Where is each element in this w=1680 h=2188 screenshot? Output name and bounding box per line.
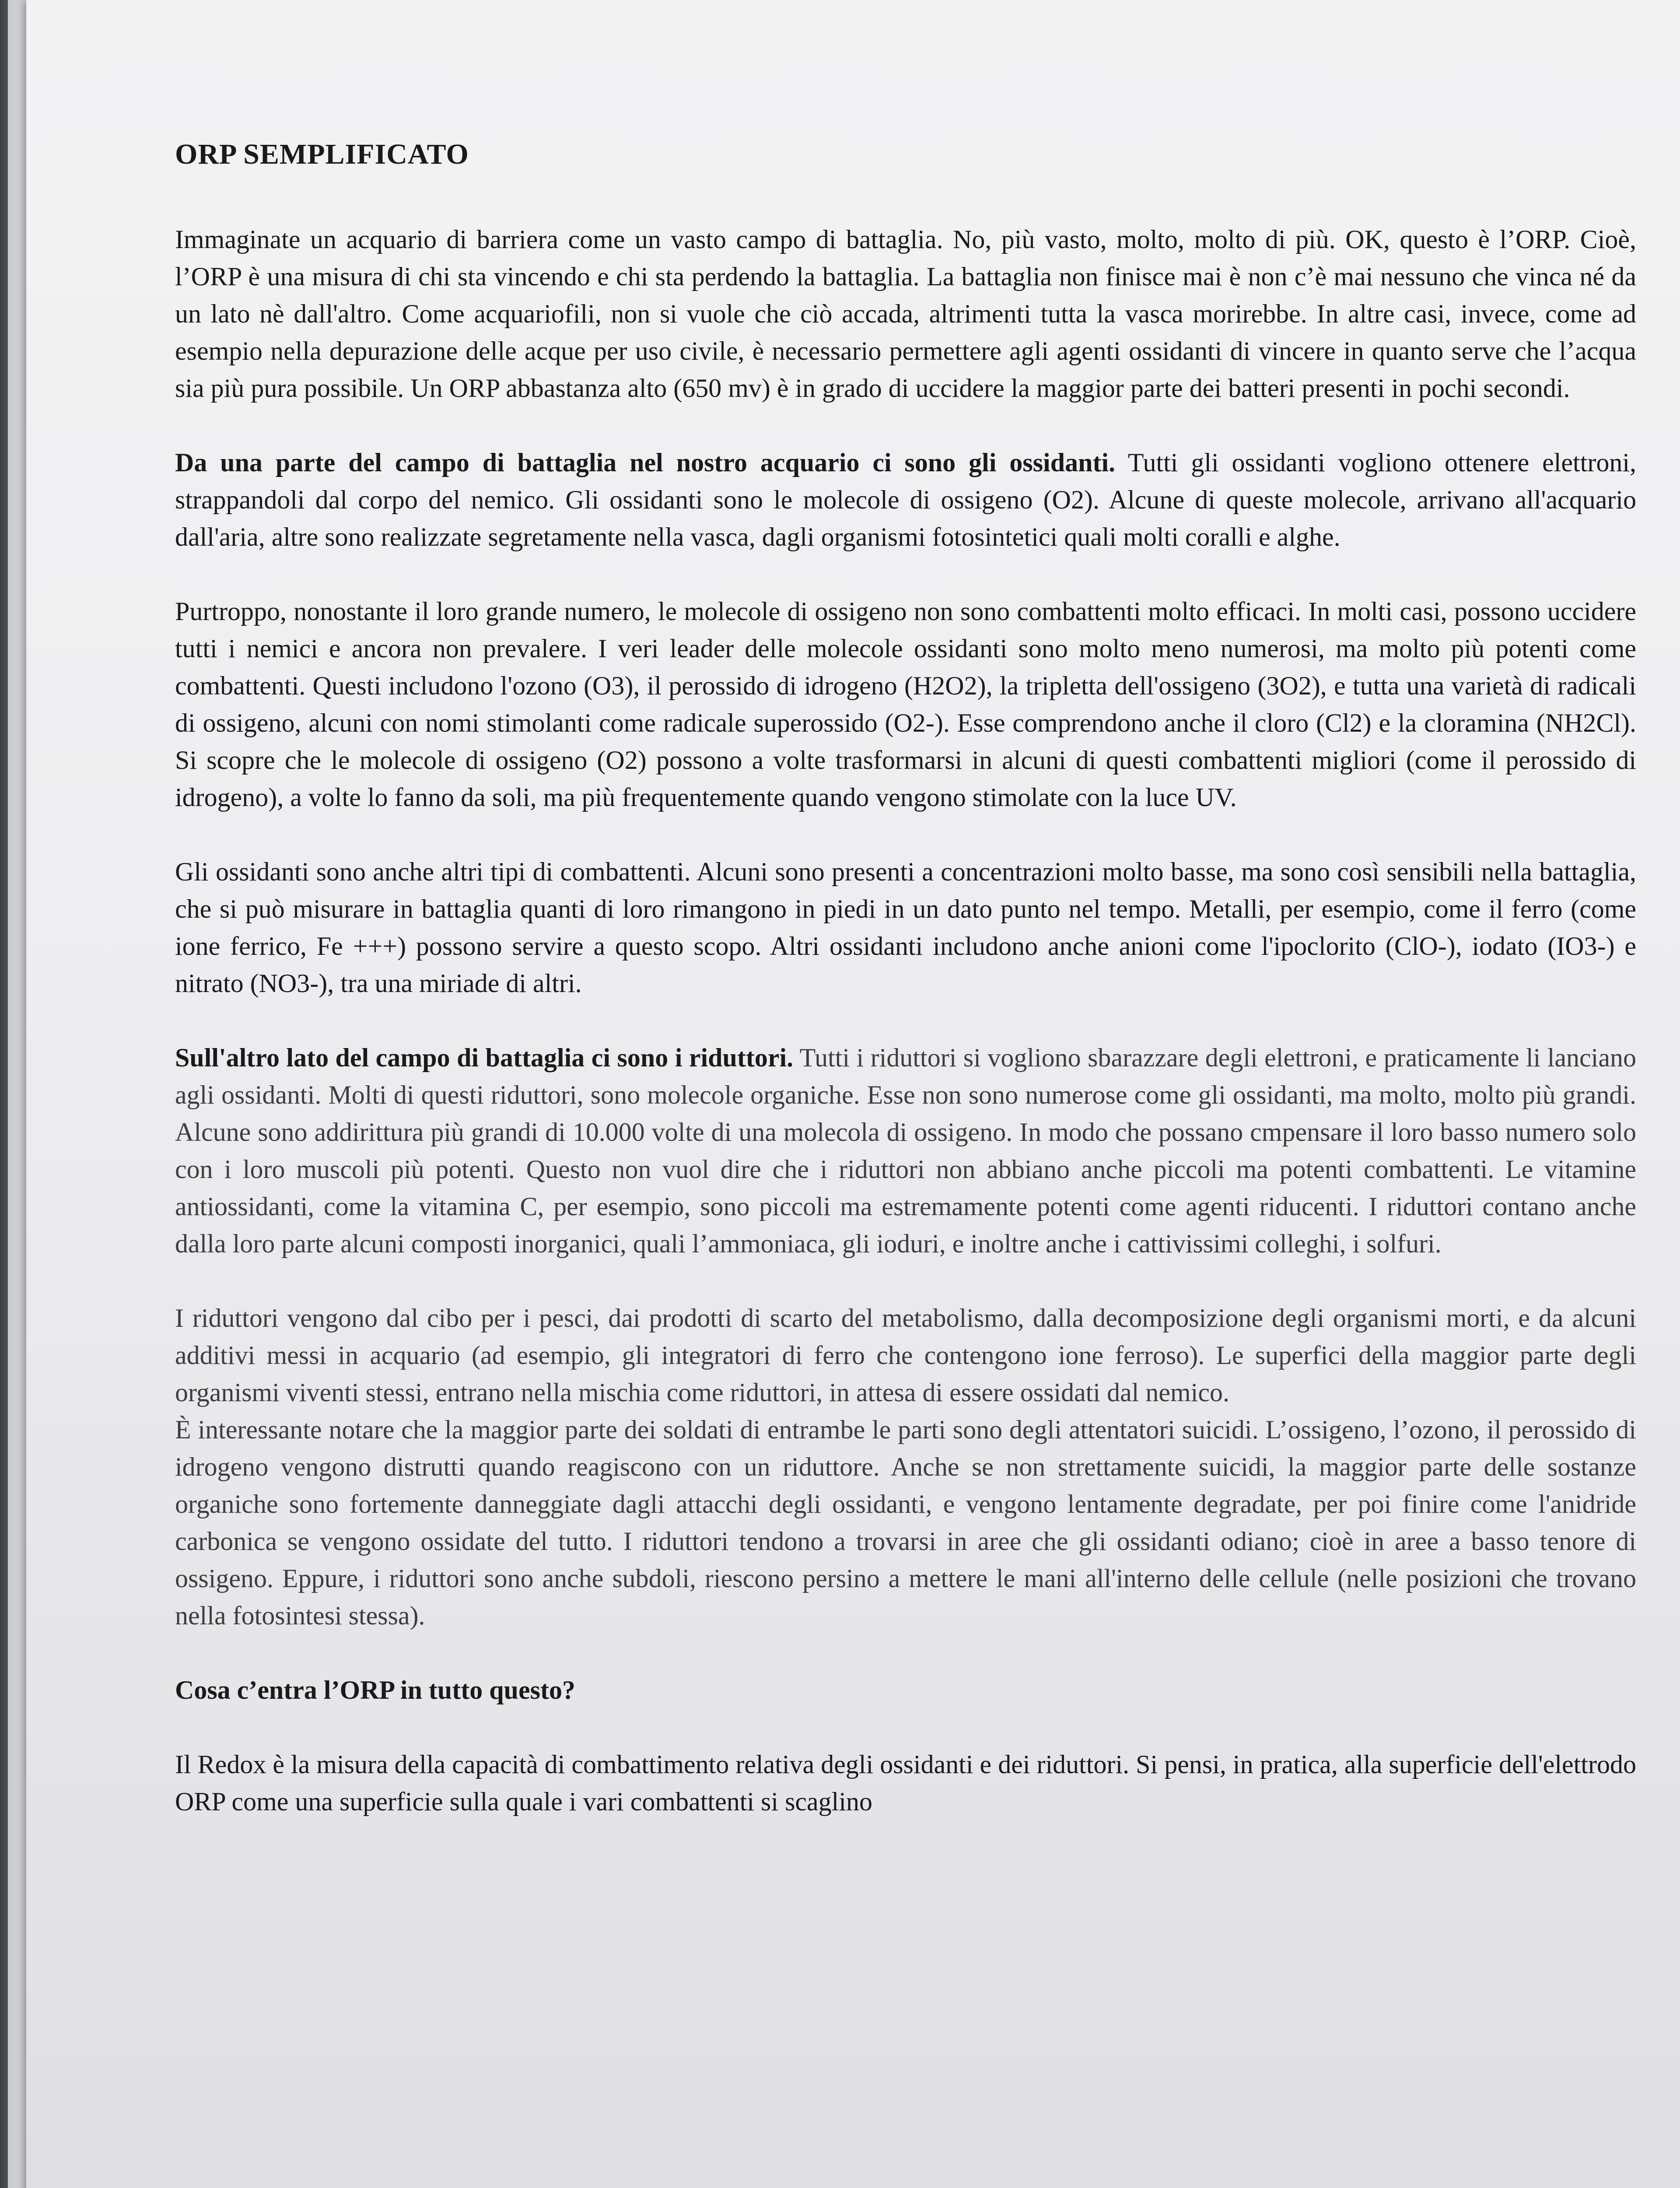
paragraph-reductant-sources: I riduttori vengono dal cibo per i pesci, dai prodotti di scarto del metabolismo, dalla decomposizione degli organismi morti, e da alcuni additivi messi in acquario (ad esempio, gli integratori di ferro che contengono ione ferroso). Le superfici della maggior parte degli organismi viventi stessi, entrano nella mischia come riduttori, in attesa di essere ossidati dal nemico. bbox=[175, 1304, 1636, 1407]
paragraph-reductants-text: Tutti i riduttori si vogliono sbarazzare degli elettroni, e praticamente li lanciano agli ossidanti. Molti di questi riduttori, sono molecole organiche. Esse non sono numerose come gli ossidanti, ma molto, molto più grandi. Alcune sono addirittura più grandi di 10.000 volte di una molecola di ossigeno. In modo che possano cmpensare il loro basso numero solo con i loro muscoli più potenti. Questo non vuol dire che i riduttori non abbiano anche piccoli ma potenti combattenti. Le vitamine antiossidanti, come la vitamina C, per esempio, sono piccoli ma estremamente potenti come agenti riducenti. I riduttori contano anche dalla loro parte alcuni composti inorganici, quali l’ammoniaca, gli ioduri, e inoltre anche i cattivissimi colleghi, i solfuri. bbox=[175, 1043, 1636, 1258]
paragraph-suicide-soldiers: È interessante notare che la maggior parte dei soldati di entrambe le parti sono degli attentatori suicidi. L’ossigeno, l’ozono, il perossido di idrogeno vengono distrutti quando reagiscono con un riduttore. Anche se non strettamente suicidi, la maggior parte delle sostanze organiche sono fortemente danneggiate dagli attacchi degli ossidanti, e vengono lentamente degradate, per poi finire come l'anidride carbonica se vengono ossidate del tutto. I riduttori tendono a trovarsi in aree che gli ossidanti odiano; cioè in aree a basso tenore di ossigeno. Eppure, i riduttori sono anche subdoli, riescono persino a mettere le mani all'interno delle cellule (nelle posizioni che trovano nella fotosintesi stessa). bbox=[175, 1415, 1636, 1630]
document-title: ORP SEMPLIFICATO bbox=[175, 138, 469, 170]
document-page bbox=[26, 0, 1680, 2188]
paragraph-oxidants bbox=[175, 444, 1636, 556]
paragraph-intro: Immaginate un acquario di barriera come un vasto campo di battaglia. No, più vasto, molto, molto di più. OK, questo è l’ORP. Cioè, l’ORP è una misura di chi sta vincendo e chi sta perdendo la battaglia. La battaglia non finisce mai è non c’è mai nessuno che vinca né da un lato nè dall'altro. Come acquariofili, non si vuole che ciò accada, altrimenti tutta la vasca morirebbe. In altre casi, invece, come ad esempio nella depurazione delle acque per uso civile, è necessario permettere agli agenti ossidanti di vincere in quanto serve che l’acqua sia più pura possibile. Un ORP abbastanza alto (650 mv) è in grado di uccidere la maggior parte dei batteri presenti in pochi secondi. bbox=[175, 225, 1636, 403]
section-heading-orp: Cosa c’entra l’ORP in tutto questo? bbox=[175, 1676, 575, 1704]
paragraph-oxidants-text: Tutti gli ossidanti vogliono ottenere elettroni, strappandoli dal corpo del nemico. Gli ossidanti sono le molecole di ossigeno (O2). Alcune di queste molecole, arrivano all'acquario dall'aria, altre sono realizzate segretamente nella vasca, dagli organismi fotosintetici quali molti coralli e alghe. bbox=[175, 448, 1636, 551]
paragraph-oxidants-lead: Da una parte del campo di battaglia nel nostro acquario ci sono gli ossidanti. bbox=[175, 448, 1116, 477]
paragraph-redox: Il Redox è la misura della capacità di combattimento relativa degli ossidanti e dei riduttori. Si pensi, in pratica, alla superficie dell'elettrodo ORP come una superficie sulla quale i vari combattenti si scaglino bbox=[175, 1750, 1636, 1816]
paragraph-reductants-lead: Sull'altro lato del campo di battaglia ci sono i riduttori. bbox=[175, 1043, 794, 1072]
paragraph-other-oxidants: Gli ossidanti sono anche altri tipi di combattenti. Alcuni sono presenti a concentrazioni molto basse, ma sono così sensibili nella battaglia, che si può misurare in battaglia quanti di loro rimangono in piedi in un dato punto nel tempo. Metalli, per esempio, come il ferro (come ione ferrico, Fe +++) possono servire a questo scopo. Altri ossidanti includono anche anioni come l'ipoclorito (ClO-), iodato (IO3-) e nitrato (NO3-), tra una miriade di altri. bbox=[175, 857, 1636, 998]
paragraph-reductants bbox=[175, 1039, 1636, 1262]
paragraph-oxygen-molecules: Purtroppo, nonostante il loro grande numero, le molecole di ossigeno non sono combattenti molto efficaci. In molti casi, possono uccidere tutti i nemici e ancora non prevalere. I veri leader delle molecole ossidanti sono molto meno numerosi, ma molto più potenti come combattenti. Questi includono l'ozono (O3), il perossido di idrogeno (H2O2), la tripletta dell'ossigeno (3O2), e tutta una varietà di radicali di ossigeno, alcuni con nomi stimolanti come radicale superossido (O2-). Esse comprendono anche il cloro (Cl2) e la cloramina (NH2Cl). Si scopre che le molecole di ossigeno (O2) possono a volte trasformarsi in alcuni di questi combattenti migliori (come il perossido di idrogeno), a volte lo fanno da soli, ma più frequentemente quando vengono stimolate con la luce UV. bbox=[175, 597, 1636, 812]
document-body bbox=[175, 136, 1636, 1820]
